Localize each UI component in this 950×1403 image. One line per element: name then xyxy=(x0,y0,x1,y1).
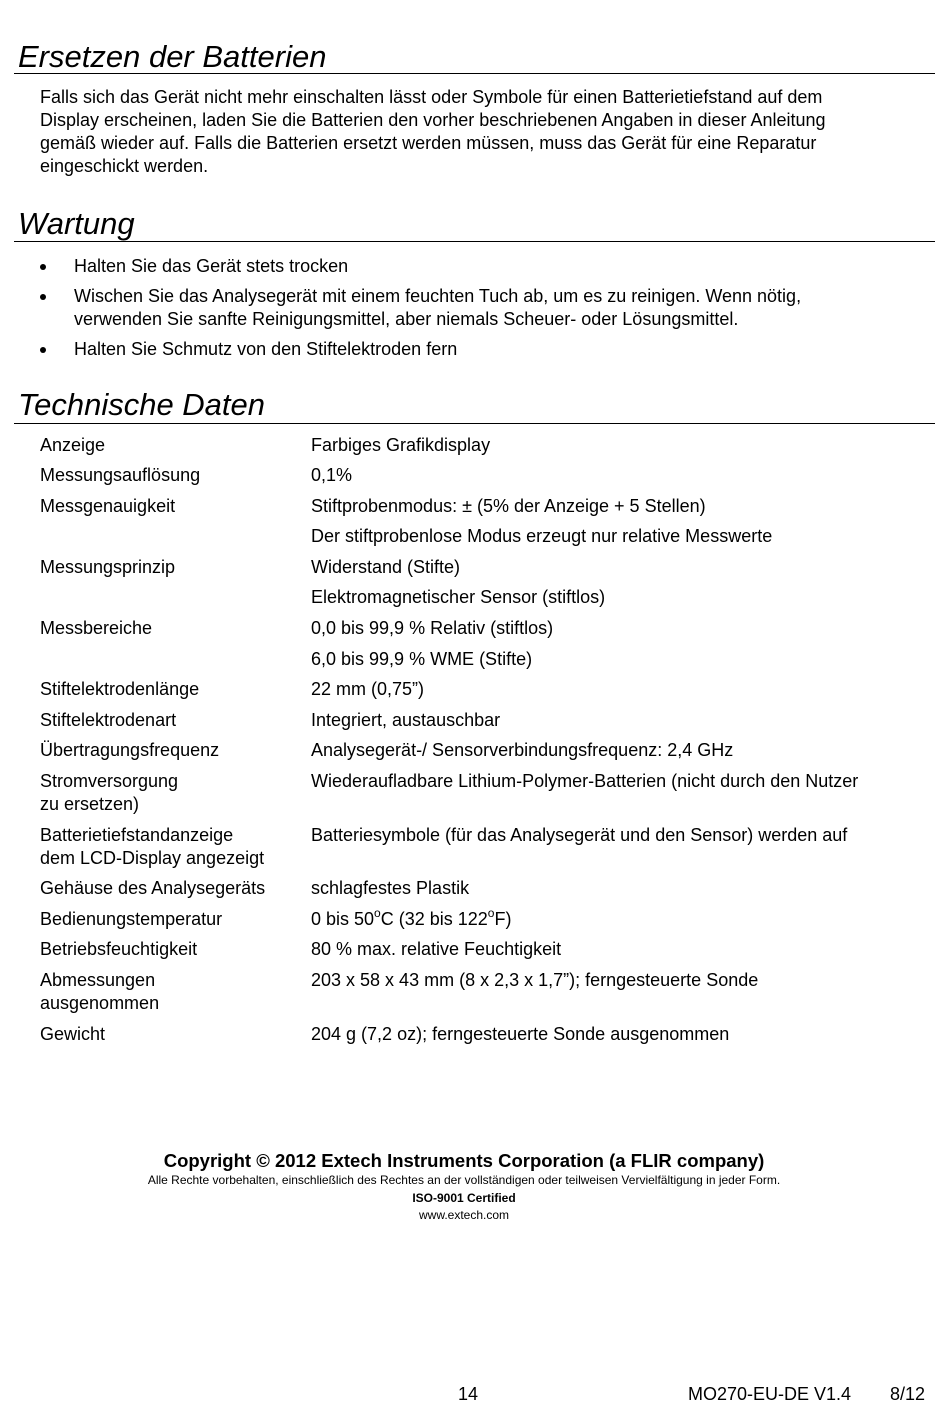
spec-row xyxy=(40,938,935,969)
spec-label: Messungsauflösung xyxy=(40,465,201,486)
spec-value: 0,1% xyxy=(311,465,353,486)
spec-label: Bedienungstemperatur xyxy=(40,908,223,929)
spec-label: Messgenauigkeit xyxy=(40,495,176,516)
list-item-text: Halten Sie Schmutz von den Stiftelektroden fern xyxy=(74,338,458,359)
spec-label: Abmessungen xyxy=(40,970,156,990)
spec-row xyxy=(40,905,935,939)
specs-table xyxy=(40,434,935,1054)
spec-value-continuation: zu ersetzen) xyxy=(40,794,140,815)
spec-row xyxy=(40,525,935,556)
spec-label: Anzeige xyxy=(40,434,106,455)
heading-rule xyxy=(14,73,935,74)
spec-label xyxy=(40,586,311,609)
spec-value-continuation: dem LCD-Display angezeigt xyxy=(40,847,265,868)
spec-row xyxy=(40,464,935,495)
spec-value: 6,0 bis 99,9 % WME (Stifte) xyxy=(311,648,533,669)
spec-value: Stiftprobenmodus: ± (5% der Anzeige + 5 Stellen) xyxy=(311,495,706,516)
battery-paragraph xyxy=(40,86,826,178)
spec-row xyxy=(40,709,935,740)
bullet-icon xyxy=(40,294,46,300)
page-number: 14 xyxy=(458,1384,479,1403)
degree-superscript: o xyxy=(374,905,381,920)
spec-value: 0,0 bis 99,9 % Relativ (stiftlos) xyxy=(311,618,554,639)
spec-row xyxy=(40,969,935,1023)
spec-label: Messbereiche xyxy=(40,618,153,639)
spec-value: schlagfestes Plastik xyxy=(311,878,470,899)
paragraph-line: Display erscheinen, laden Sie die Batterien den vorher beschriebenen Angaben in dieser Anleitung xyxy=(40,110,826,130)
spec-row xyxy=(40,586,935,617)
spec-row xyxy=(40,678,935,709)
spec-label xyxy=(40,525,311,548)
iso-certification: ISO-9001 Certified xyxy=(412,1190,516,1205)
spec-value-part: 0 bis 50 xyxy=(311,908,375,929)
heading-rule xyxy=(14,423,935,424)
legal-block xyxy=(0,1172,928,1225)
paragraph-line: Falls sich das Gerät nicht mehr einschalten lässt oder Symbole für einen Batterietiefstand auf dem xyxy=(40,87,823,107)
spec-value-continuation: ausgenommen xyxy=(40,993,160,1013)
paragraph-line: eingeschickt werden. xyxy=(40,156,209,176)
list-item xyxy=(40,338,920,361)
spec-value: 22 mm (0,75”) xyxy=(311,679,425,700)
spec-label: Messungsprinzip xyxy=(40,556,176,577)
section-heading-battery: Ersetzen der Batterien xyxy=(18,39,327,74)
section-heading-specs: Technische Daten xyxy=(18,387,266,422)
page-of-total: 8/12 xyxy=(890,1384,926,1403)
list-item xyxy=(40,255,920,278)
list-item xyxy=(40,285,920,331)
spec-row xyxy=(40,739,935,770)
spec-label: Betriebsfeuchtigkeit xyxy=(40,939,198,960)
spec-value: 204 g (7,2 oz); ferngesteuerte Sonde ausgenommen xyxy=(311,1023,730,1044)
list-item-text: Halten Sie das Gerät stets trocken xyxy=(74,255,349,276)
spec-value: Der stiftprobenlose Modus erzeugt nur relative Messwerte xyxy=(311,526,773,547)
spec-label: Übertragungsfrequenz xyxy=(40,740,220,761)
spec-label: Gewicht xyxy=(40,1023,106,1044)
paragraph-line: gemäß wieder auf. Falls die Batterien ersetzt werden müssen, muss das Gerät für eine Reparatur xyxy=(40,133,817,153)
spec-row xyxy=(40,556,935,587)
spec-label: Gehäuse des Analysegeräts xyxy=(40,878,266,899)
spec-value: Wiederaufladbare Lithium-Polymer-Batterien (nicht durch den Nutzer xyxy=(311,771,859,792)
spec-value: Batteriesymbole (für das Analysegerät und den Sensor) werden auf xyxy=(311,824,848,845)
spec-row xyxy=(40,648,935,679)
spec-value: Elektromagnetischer Sensor (stiftlos) xyxy=(311,587,606,608)
copyright-notice: Copyright © 2012 Extech Instruments Corporation (a FLIR company) xyxy=(163,1150,765,1171)
document-id: MO270-EU-DE V1.4 xyxy=(688,1384,852,1403)
spec-label: Stromversorgung xyxy=(40,771,179,792)
spec-label xyxy=(40,648,311,671)
maintenance-list xyxy=(40,255,920,368)
list-item-text: Wischen Sie das Analysegerät mit einem feuchten Tuch ab, um es zu reinigen. Wenn nötig, xyxy=(74,285,802,306)
section-heading-maintenance: Wartung xyxy=(18,206,135,241)
spec-value: Integriert, austauschbar xyxy=(311,709,501,730)
spec-value: Widerstand (Stifte) xyxy=(311,556,461,577)
website-url: www.extech.com xyxy=(418,1208,510,1223)
spec-row xyxy=(40,1023,935,1054)
spec-value xyxy=(311,905,512,931)
spec-row xyxy=(40,495,935,526)
spec-value: Farbiges Grafikdisplay xyxy=(311,434,491,455)
spec-label: Batterietiefstandanzeige xyxy=(40,824,234,845)
degree-superscript: o xyxy=(487,905,495,920)
spec-row xyxy=(40,824,935,878)
spec-label: Stiftelektrodenart xyxy=(40,709,177,730)
bullet-icon xyxy=(40,264,46,270)
bullet-icon xyxy=(40,347,46,353)
heading-rule xyxy=(14,241,935,242)
spec-row xyxy=(40,770,935,824)
spec-row xyxy=(40,434,935,465)
spec-row xyxy=(40,617,935,648)
spec-row xyxy=(40,877,935,908)
spec-value-part: F) xyxy=(494,908,512,929)
spec-value: Analysegerät-/ Sensorverbindungsfrequenz: 2,4 GHz xyxy=(311,740,734,761)
spec-label: Stiftelektrodenlänge xyxy=(40,679,200,700)
rights-notice: Alle Rechte vorbehalten, einschließlich des Rechtes an der vollständigen oder teilweisen Vervielfältigung in jeder Form. xyxy=(147,1173,781,1188)
spec-value: 80 % max. relative Feuchtigkeit xyxy=(311,939,562,960)
spec-value-part: C (32 bis 122 xyxy=(380,908,488,929)
list-item-text: verwenden Sie sanfte Reinigungsmittel, aber niemals Scheuer- oder Lösungsmittel. xyxy=(74,308,739,329)
spec-value: 203 x 58 x 43 mm (8 x 2,3 x 1,7”); ferngesteuerte Sonde xyxy=(311,970,759,990)
